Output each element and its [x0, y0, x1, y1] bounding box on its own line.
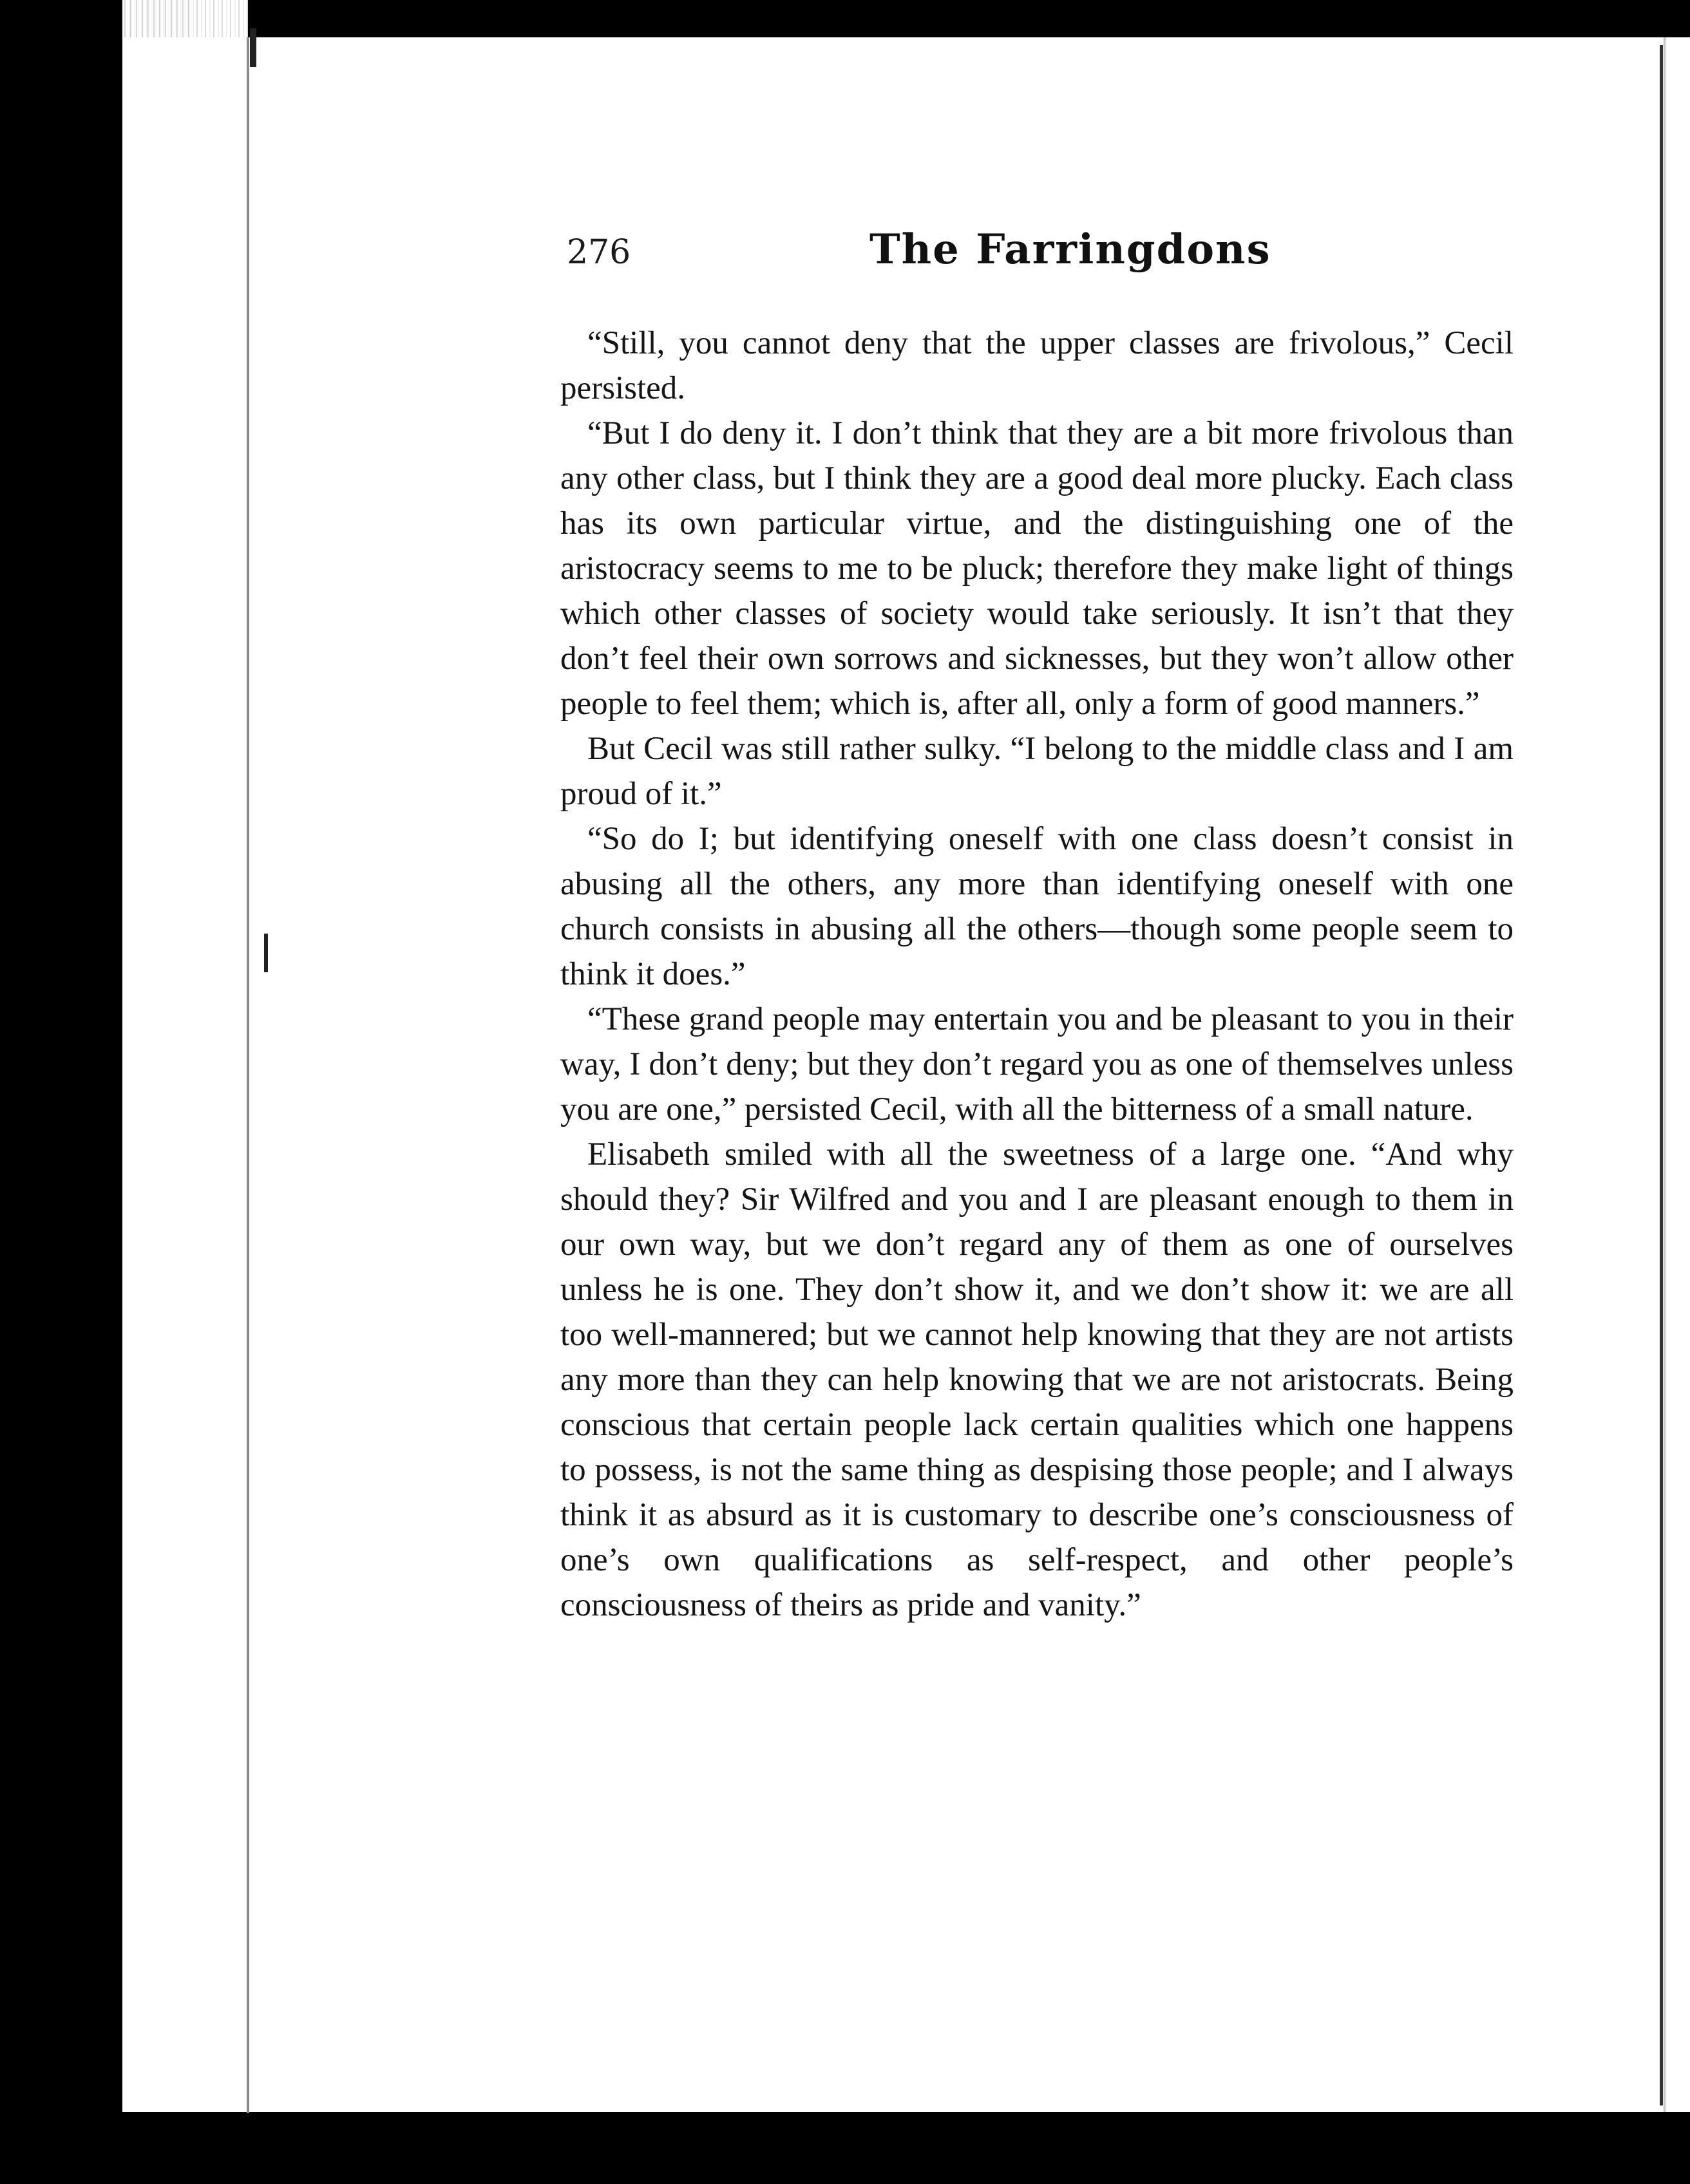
- paragraph: But Cecil was still rather sulky. “I belong to the middle class and I am proud of it.”: [560, 731, 1514, 812]
- paragraph: “But I do deny it. I don’t think that they are a bit more frivolous than any other class, but I think they are a good deal more plucky. Each class has its own particular virtue, and the distinguishing one of the aristocracy seems to me to be pluck; therefore they make light of things which other classes of society would take seriously. It isn’t that they don’t feel their own sorrows and sicknesses, but they won’t allow other people to feel them; which is, after all, only a form of good manners.”: [560, 415, 1514, 722]
- paragraph: “These grand people may entertain you and be pleasant to you in their way, I don’t deny; but they don’t regard you as one of themselves unless you are one,” persisted Cecil, with all the bitterness of a small nature.: [560, 1001, 1514, 1127]
- page-number: 276: [567, 233, 631, 272]
- scan-mark: [250, 28, 256, 67]
- running-title: The Farringdons: [869, 225, 1271, 274]
- paragraph: “Still, you cannot deny that the upper classes are frivolous,” Cecil persisted.: [560, 325, 1514, 406]
- scan-mark: [264, 934, 268, 972]
- spine-shadow: [247, 37, 249, 2117]
- right-page-edge: [1659, 37, 1690, 2112]
- running-header: [567, 225, 1507, 296]
- right-edge-rule: [1660, 45, 1663, 2105]
- body-text: [560, 321, 1514, 1628]
- scan-bottom-border: [0, 2113, 1690, 2184]
- paragraph: Elisabeth smiled with all the sweetness of a large one. “And why should they? Sir Wilfred and you and I are pleasant enough to them in our own way, but we don’t regard any of them as one of ourselves unless he is one. They don’t show it, and we don’t show it: we are all too well-mannered; but we cannot help knowing that they are not artists any more than they can help knowing that we are not aristocrats. Being conscious that certain people lack certain qualities which one happens to possess, is not the same thing as despising those people; and I always think it as absurd as it is customary to describe one’s consciousness of one’s own qualifications as self-respect, and other people’s consciousness of theirs as pride and vanity.”: [560, 1136, 1514, 1623]
- paragraph: “So do I; but identifying oneself with one class doesn’t consist in abusing all the others, any more than identifying oneself with one church consists in abusing all the others—though some people seem to think it does.”: [560, 821, 1514, 992]
